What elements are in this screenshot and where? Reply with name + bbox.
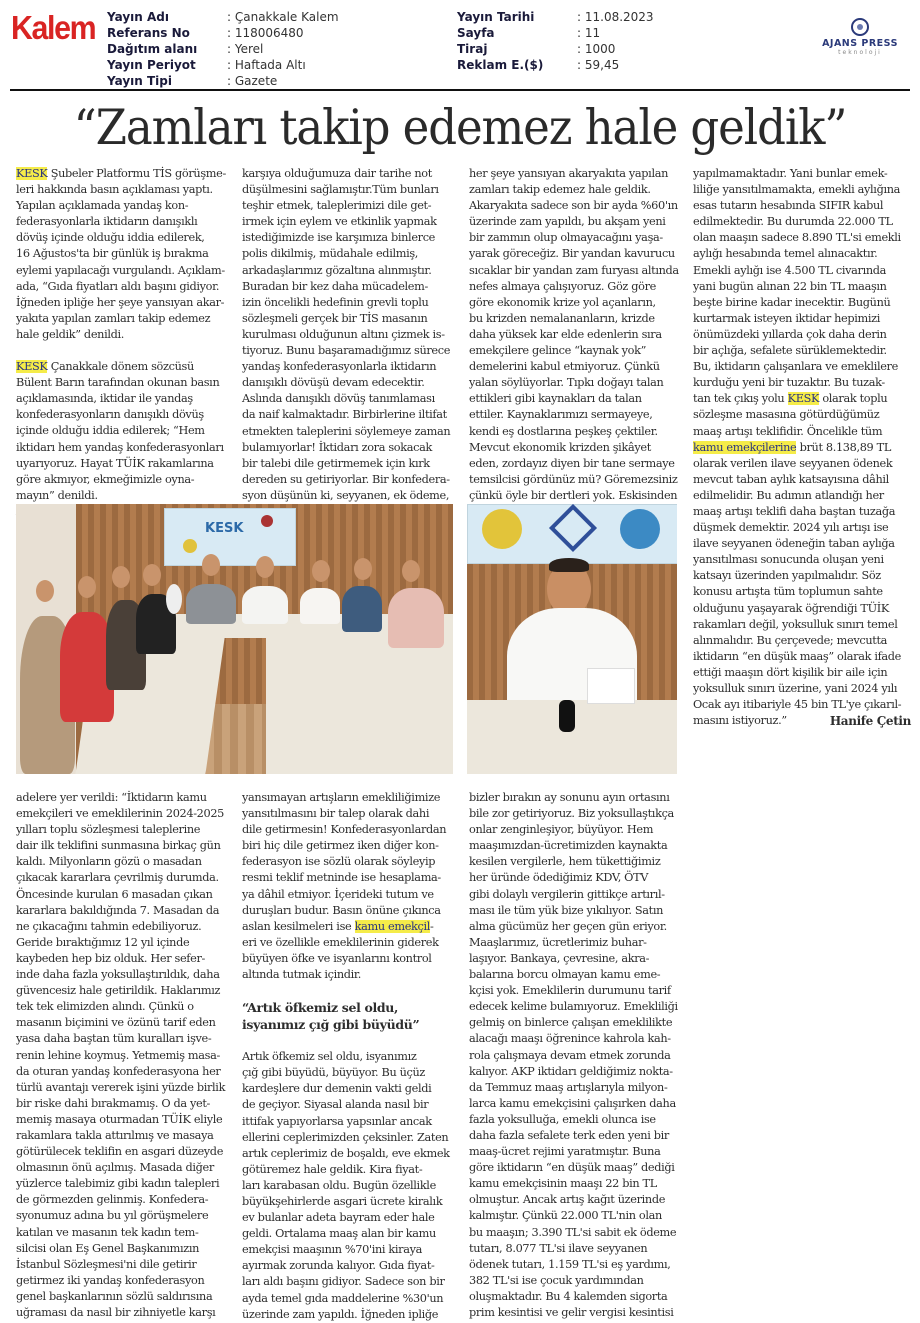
meta-row xyxy=(107,57,339,73)
person xyxy=(388,588,444,648)
highlighted-term: kamu emekçil xyxy=(354,919,431,933)
group-photo xyxy=(16,504,453,774)
meta-value: : 59,45 xyxy=(577,58,620,72)
ajans-press-logo xyxy=(812,18,908,56)
paper-sheet xyxy=(587,668,635,704)
meta-label: Sayfa xyxy=(457,26,495,40)
meta-value: : Yerel xyxy=(227,42,264,56)
person-head xyxy=(402,560,420,582)
meta-label: Reklam E.($) xyxy=(457,58,544,72)
paragraph-gap xyxy=(242,983,468,999)
person xyxy=(186,584,236,624)
clipping-header xyxy=(0,0,920,92)
bottom-column-3 xyxy=(469,790,693,1321)
person xyxy=(342,586,382,632)
paragraph xyxy=(242,790,468,983)
subheading: “Artık öfkemiz sel oldu, isyanımız çığ gibi büyüdü” xyxy=(242,1000,420,1033)
table-flag-icon xyxy=(166,584,182,614)
paragraph-text: yansımayan artışların emekliliğimize yansıtılmasını bir talep olarak dahi dile getirmesin! Konfederasyonlardan biri hiç dile getirmez iken diğer kon- federasyon ise sözlü olarak söyleyip resmi teklif metninde ise hesaplama- ya dâhil etmiyor. İçerideki tutum ve duruşları budur. Basın önüne çıkınca aslan kesilmeleri ise xyxy=(242,791,447,933)
meta-row xyxy=(107,41,339,57)
union-emblem xyxy=(482,509,522,549)
highlighted-term: kamu emekçilerine xyxy=(693,440,797,454)
meta-label: Yayın Periyot xyxy=(107,58,196,72)
person-head xyxy=(78,576,96,598)
microphone-icon xyxy=(559,700,575,732)
article-headline: “Zamları takip edemez hale geldik” xyxy=(73,99,847,156)
paragraph-text: yapılmamaktadır. Yani bunlar emek- liliğe yansıtılmamakta, emekli aylığına esas tutarın hesabında SIFIR kabul edilmektedir. Bu durumda 22.000 TL olan maaşın sadece 8.890 TL'si emekli aylığı hesabında temel alınacaktır. Emekli aylığı ise 4.500 TL civarında yani bugün alınan 22 bin TL maaşın beşte birine kadar inecektir. Bugünü kurtarmak isteyen iktidar hepimizi önümüzdeki yıllarda çok daha derin bir açlığa, sefalete sürüklemektedir. Bu, iktidarın çalışanlara ve emeklilere kurduğu yeni bir tuzaktır. Bu tuzak- tan tek çıkış yolu xyxy=(693,167,901,406)
paragraph xyxy=(16,359,238,520)
paragraph-text: brüt 8.138,89 TL olarak verilen ilave seyyanen ödenek mevcut taban aylık katsayısına dâhil edilmelidir. Bu adımın atlandığı her maaş artışı teklifi daha baştan tuzağa düşmek demektir. 2024 yılı artışı ise ilave seyyanen ödeneğin taban aylığa yansıtılması sonucunda oluşan yeni katsayı üzerinden yapılmalıdır. Söz konusu artışta tüm toplumun sahte olduğunu yaşayarak öğrendiği TÜİK rakamları değil, yoksulluk sınırı temel alınmalıdır. Bu çerçevede; mevcutta iktidarın “en düşük maaş” olarak ifade ettiği maaşın dört kişilik bir aile için yoksulluk sınırı üzerine, yani 2024 yılı Ocak ayı itibariyle 45 bin TL'ye çıkarıl- masını istiyoruz.” xyxy=(693,440,902,728)
paragraph-text: Artık öfkemiz sel oldu, isyanımız çığ gibi büyüdü, büyüyor. Bu üçüz kardeşlere dur demenin vakti geldi de geçiyor. Siyasal alanda nasıl bir ittifak yapıyorlarsa yapsınlar ancak ellerini ceplerimizden çeksinler. Zaten artık ceplerimiz de boşaldı, eve ekmek götüremez hale geldik. Kira fiyat- ları karabasan oldu. Bugün özellikle büyükşehirlerde asgari ücrete kiralık ev bulanlar adeta bayram eder hale geldi. Ortalama maaş alan bir kamu emekçisi maaşının %70'ini kiraya ayırmak zorunda kalıyor. Gıda fiyat- ları aldı başını gidiyor. Sadece son bir ayda temel gıda maddelerine %30'un üzerinde zam yapıldı. İğneden ipliğe xyxy=(242,1050,450,1321)
person-head xyxy=(312,560,330,582)
paragraph-text: Çanakkale dönem sözcüsü Bülent Barın tarafından okunan basın açıklamasında, iktidar ile yandaş konfederasyonların danışıklı dövüş içinde olduğu iddia edilerek; “Hem iktidarı hem yandaş konfederasyonları uyarıyoruz. Hayat TÜİK rakamlarına göre akmıyor, ekmeğimizle oyna- mayın” denildi. xyxy=(16,360,224,502)
meta-row xyxy=(457,25,654,41)
meta-label: Dağıtım alanı xyxy=(107,42,198,56)
paragraph-text: karşıya olduğumuza dair tarihe not düşülmesini sağlamıştır.Tüm bunları teşhir etmek, taleplerimizi dile get- irmek için eylem ve etkinlik yapmak istediğimizde ise karşımıza binlerce polis dikilmiş, müdahale edilmiş, arkadaşlarımız gözaltına alınmıştır. Buradan bir kez daha mücadelem- izin öncelikli hedefinin grevli toplu sözleşmeli gerçek bir TİS masanın kurulması olduğunun altını çizmek is- tiyoruz. Bunu başaramadığımız sürece yandaş konfederasyonlarla iktidarın danışıklı dövüşü devam edecektir. Aslında danışıklı dövüş tanımlaması da naif kalmaktadır. Birbirlerine iltifat etmekten taleplerini söylemeye zaman bulamıyorlar! İktidarı zora sokacak bir talebi dile getirmemek için kırk dereden su getiriyorlar. Bir konfedera- syon düşünün ki, seyyanen, ek ödeme, xyxy=(242,167,451,502)
agency-subtitle: teknoloji xyxy=(838,49,882,56)
compass-icon xyxy=(851,18,869,36)
highlighted-term: KESK xyxy=(16,167,48,180)
meta-label: Tiraj xyxy=(457,42,488,56)
union-banner xyxy=(467,504,677,564)
meta-value: : 118006480 xyxy=(227,26,304,40)
paragraph-gap xyxy=(16,343,238,359)
person-head xyxy=(354,558,372,580)
paragraph-text: olarak toplu sözleşme masasına götürdüğümüz maaş artışı teklifidir. Öncelikle tüm xyxy=(693,392,888,438)
speaker-hair xyxy=(549,558,589,572)
bottom-column-1 xyxy=(16,790,238,1321)
paragraph-gap xyxy=(242,1033,468,1049)
meta-label: Yayın Tarihi xyxy=(457,10,535,24)
meta-row xyxy=(107,25,339,41)
paragraph xyxy=(16,166,238,343)
banner-text: KESK xyxy=(205,521,244,536)
meta-row xyxy=(457,57,654,73)
agency-name: AJANS PRESS xyxy=(822,38,898,49)
kalem-logo xyxy=(10,10,102,44)
meta-value: : 11.08.2023 xyxy=(577,10,654,24)
meta-label: Referans No xyxy=(107,26,190,40)
person xyxy=(242,586,288,624)
meta-value: : Haftada Altı xyxy=(227,58,306,72)
union-emblem xyxy=(183,539,197,553)
paragraph-text: Şubeler Platformu TİS görüşme- leri hakkında basın açıklaması yaptı. Yapılan açıklamada yandaş kon- federasyonlarla iktidarın danışıklı dövüş içinde olduğu iddia edilerek, 16 Ağustos'ta bir günlük iş bırakma eylemi yapılacağı vurgulandı. Açıklam- ada, “Gıda fiyatları aldı başını gidiyor. İğneden ipliğe her şeye yansıyan akar- yakıta yapılan zamları takip edemez hale geldik” denildi. xyxy=(16,167,226,341)
top-column-3 xyxy=(469,166,693,520)
paragraph-text: her şeye yansıyan akaryakıta yapılan zamları takip edemez hale geldik. Akaryakıta sadece son bir ayda %60'ın üzerinde zam yapıldı, bu akşam yeni bir zammın olup olmayacağını yaşa- yarak göreceğiz. Bir yandan kavurucu sıcaklar bir yandan zam furyası altında nefes almaya çalışıyoruz. Göz göre göre ekonomik krize yol açanların, bu krizden nemalananların, krizde daha yüksek kar elde edenlerin sıra emekçilere gelince “kaynak yok” demelerini kabul etmiyoruz. Çünkü yalan söylüyorlar. Tıpkı doğayı talan ettikleri gibi kaynakları da talan ettiler. Kaynaklarımızı sermayeye, kendi eş dostlarına peşkeş çektiler. Mevcut ekonomik krizden şikâyet eden, zordayız diyen bir tane sermaye temsilcisi gördünüz mü? Göremezsiniz çünkü öyle bir dertleri yok. Eskisinden xyxy=(469,167,679,502)
paragraph-text: - eri ve özellikle emeklilerinin giderek büyüyen öfke ve isyanlarını kontrol altında tutmak içindir. xyxy=(242,919,439,982)
person-head xyxy=(36,580,54,602)
meta-row xyxy=(107,9,339,25)
meta-label: Yayın Tipi xyxy=(107,74,172,88)
person-head xyxy=(256,556,274,578)
kesk-banner xyxy=(164,508,296,566)
highlighted-term: KESK xyxy=(787,392,820,406)
meta-left xyxy=(107,9,339,89)
bottom-column-2 xyxy=(242,790,468,1323)
speaker-photo xyxy=(467,504,677,774)
union-emblem xyxy=(261,515,273,527)
union-emblem xyxy=(620,509,660,549)
logo-text: Kalem xyxy=(11,8,96,46)
meta-value: : Çanakkale Kalem xyxy=(227,10,339,24)
meta-row xyxy=(107,73,339,89)
union-emblem xyxy=(549,504,597,552)
header-divider xyxy=(10,89,910,91)
person-head xyxy=(143,564,161,586)
highlighted-term: KESK xyxy=(16,360,48,374)
person-head xyxy=(202,554,220,576)
author-signature: Hanife Çetin xyxy=(829,714,911,729)
meta-right xyxy=(457,9,654,73)
meta-value: : 1000 xyxy=(577,42,616,56)
meta-row xyxy=(457,41,654,57)
person-head xyxy=(112,566,130,588)
paragraph-text: adelere yer verildi: “İktidarın kamu emekçileri ve emeklilerinin 2024-2025 yılları toplu sözleşmesi taleplerine dair ilk teklifini sunmasına birkaç gün kaldı. Milyonların gözü o masadan çıkacak kararlara çevrilmiş durumda. Öncesinde kurulan 6 masadan çıkan kararlara bakıldığında 7. Masadan da ne çıkacağını tahmin edebiliyoruz. Geride bıraktığımız 12 yıl içinde kaybeden hep biz olduk. Her sefer- inde daha fazla yoksullaştırıldık, daha güvencesiz hale getirildik. Haklarımız tek tek elimizden alındı. Çünkü o masanın biçimini ve özünü tarif eden yasa daha baştan tüm kuralları işve- renin lehine koymuş. Yetmemiş masa- da oturan yandaş konfederasyona her türlü avantajı vererek işini yüzde birlik bir riske dahi bırakmamış. O da yet- memiş masaya oturmadan TÜİK eliyle rakamlara takla attırılmış ve masaya götürülecek teklifin en asgari düzeyde olmasının önü açılmış. Masada diğer yüzlerce talebimiz gibi kadın talepleri de görmezden gelinmiş. Konfedera- syonumuz adına bu yıl görüşmelere katılan ve masanın tek kadın tem- silcisi olan Eş Genel Başkanımızın İstanbul Sözleşmesi'ni dile getirir getirmez iki yandaş konfederasyon genel başkanlarının sözlü saldırısına uğraması da nasıl bir zihniyetle karşı xyxy=(16,791,226,1319)
person xyxy=(300,588,340,624)
top-column-4 xyxy=(693,166,911,729)
meta-row xyxy=(457,9,654,25)
meta-value: : 11 xyxy=(577,26,601,40)
top-column-2 xyxy=(242,166,468,520)
paragraph-text: bizler bırakın ay sonunu ayın ortasını bile zor getiriyoruz. Biz yoksullaştıkça onlar zenginleşiyor, büyüyor. Hem maaşımızdan-ücretimizden kaynakta kesilen vergilerle, hem tükettiğimiz her üründe ödediğimiz KDV, ÖTV gibi dolaylı vergilerin gittikçe artırıl- ması ile tüm yük bize yıkılıyor. Satın alma gücümüz her geçen gün eriyor. Maaşlarımız, ücretlerimiz buhar- laşıyor. Bankaya, çevresine, akra- balarına borcu olmayan kamu eme- kçisi yok. Emeklilerin durumunu tarif edecek kelime bulamıyoruz. Emekliliği gelmiş on binlerce çalışan emeklilikte alacağı maaşı öğrenince kahrola kah- rola çalışmaya devam etmek zorunda kalıyor. AKP iktidarı geldiğimiz nokta- da Temmuz maaş artışlarıyla milyon- larca kamu emekçisini çalışırken daha fazla yoksulluğa, emekli olunca ise daha fazla sefalete terk eden yeni bir maaş-ücret rejimi yaratmıştır. Buna göre iktidarın “en düşük maaş” dediği kamu emekçisinin maaşı 22 bin TL olmuştur. Ancak artış kağıt üzerinde kalmıştır. Çünkü 22.000 TL'nin olan bu maaşın; 3.390 TL'si sabit ek ödeme tutarı, 8.077 TL'si ilave seyyanen ödenek tutarı, 1.159 TL'si eş yardımı, 382 TL'si ise çocuk yardımından oluşmaktadır. Bu 4 kalemden sigorta prim kesintisi ve gelir vergisi kesintisi xyxy=(469,791,678,1319)
table-right xyxy=(266,628,453,774)
paragraph xyxy=(693,166,911,729)
meta-value: : Gazete xyxy=(227,74,278,88)
top-column-1 xyxy=(16,166,238,520)
meta-label: Yayın Adı xyxy=(107,10,169,24)
